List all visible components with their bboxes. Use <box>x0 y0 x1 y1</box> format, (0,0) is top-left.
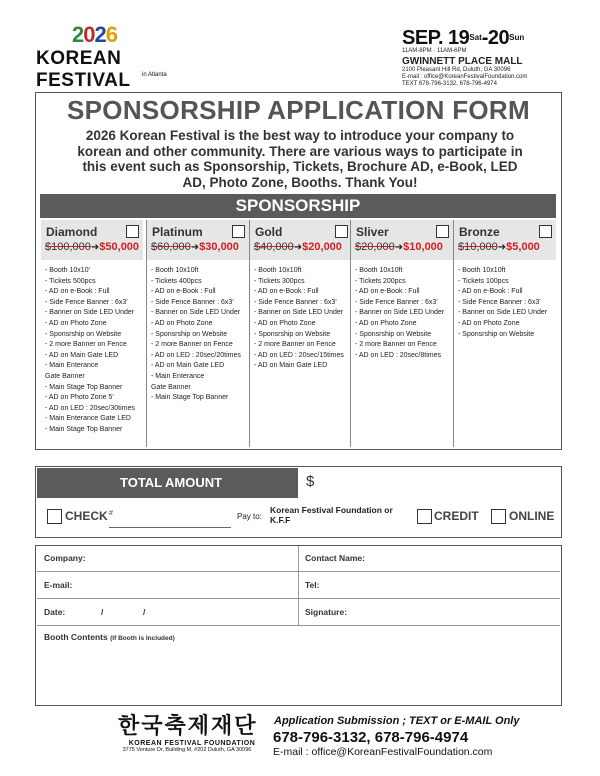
benefit-item: - AD on e-Book : Full <box>254 288 319 296</box>
tier-gold <box>250 220 352 447</box>
online-label: ONLINE <box>509 509 555 523</box>
logo-name: KOREAN FESTIVAL <box>36 48 131 91</box>
new-price: $20,000 <box>302 241 342 253</box>
event-times: 11AM-8PM · 11AM-6PM <box>402 48 467 54</box>
benefit-item: - AD on e-Book : Full <box>45 288 110 296</box>
logo-year: 2026 <box>72 22 117 47</box>
tier-benefits <box>151 266 241 404</box>
arrow-icon: ➜ <box>90 242 100 253</box>
benefit-item: - AD on LED : 20sec/20times <box>151 351 241 359</box>
benefit-item: - Tickets 500pcs <box>45 277 96 285</box>
credit-label: CREDIT <box>434 509 479 523</box>
benefit-item: - Sponsrship on Website <box>151 330 228 338</box>
company-field[interactable]: Company: <box>44 553 86 563</box>
tier-name: Bronze <box>459 225 500 239</box>
benefit-item: Gate Banner <box>151 383 191 391</box>
tier-checkbox[interactable] <box>335 225 348 238</box>
arrow-icon: ➜ <box>293 242 303 253</box>
benefit-item: - Sponsrship on Website <box>458 330 535 338</box>
benefit-item: - AD on Main Gate LED <box>45 351 119 359</box>
benefit-item: - Sponsrship on Website <box>355 330 432 338</box>
contact-email: E-mail : office@KoreanFestivalFoundation.com <box>273 746 493 758</box>
tier-name: Gold <box>255 225 283 239</box>
form-intro: 2026 Korean Festival is the best way to introduce your company to korean and other community. There are various ways to participate in this event such as Sponsorship, Tickets, Brochure AD, e-Book, LED AD, Photo Zone, Booths. Thank You! <box>77 128 523 190</box>
old-price: $10,000 <box>458 241 498 253</box>
benefit-item: - Booth 10x10ft <box>458 267 506 274</box>
benefit-item: - 2 more Banner on Fence <box>254 341 336 349</box>
tier-prices <box>355 241 443 253</box>
tier-benefits <box>355 266 444 361</box>
new-price: $30,000 <box>199 241 239 253</box>
benefit-item: - AD on Photo Zone <box>355 319 417 327</box>
date-field[interactable]: Date: <box>44 607 66 617</box>
tier-diamond <box>41 220 143 447</box>
tier-prices <box>151 241 239 253</box>
benefit-item: - AD on LED : 20sec/15times <box>254 351 344 359</box>
booth-contents-note: (If Booth is Included) <box>110 635 175 642</box>
date-separator: / <box>143 607 146 617</box>
event-info <box>402 28 562 88</box>
tier-checkbox[interactable] <box>126 225 139 238</box>
benefit-item: - AD on Photo Zone <box>254 319 316 327</box>
benefit-item: - Main Enterance <box>151 372 205 380</box>
booth-contents-label: Booth Contents <box>44 632 108 642</box>
tel-field[interactable]: Tel: <box>305 580 320 590</box>
booth-contents-field[interactable] <box>44 632 175 642</box>
tier-name: Sliver <box>356 225 389 239</box>
form-title: SPONSORSHIP APPLICATION FORM <box>67 95 530 125</box>
tier-benefits <box>458 266 547 340</box>
check-checkbox[interactable] <box>47 509 62 524</box>
tier-prices <box>254 241 342 253</box>
benefit-item: - AD on e-Book : Full <box>355 288 420 296</box>
benefit-item: - Tickets 100pcs <box>458 277 509 285</box>
check-number-field[interactable] <box>109 527 231 528</box>
old-price: $20,000 <box>355 241 395 253</box>
benefit-item: Gate Banner <box>45 372 85 380</box>
benefit-item: - Banner on Side LED Under <box>45 309 135 317</box>
check-number-label: # <box>109 510 113 517</box>
benefit-item: - Side Fence Banner : 6x3' <box>458 298 541 306</box>
tier-benefits <box>45 266 135 436</box>
benefit-item: - Tickets 200pcs <box>355 277 406 285</box>
logo-subtitle: in Atlanta <box>142 72 167 78</box>
submission-note: Application Submission ; TEXT or E-MAIL Only <box>274 715 520 727</box>
old-price: $100,000 <box>45 241 91 253</box>
event-dates: SEP. $19^{Sat}-20^{Sun}$ <box>402 27 525 49</box>
tier-bronze <box>454 220 556 447</box>
new-price: $50,000 <box>99 241 140 253</box>
pay-to-name: Korean Festival Foundation or K.F.F <box>270 505 393 525</box>
benefit-item: - Side Fence Banner : 6x3' <box>45 298 128 306</box>
tier-name: Diamond <box>46 225 98 239</box>
sponsorship-section-header: SPONSORSHIP <box>40 194 556 218</box>
check-label: CHECK <box>65 509 108 523</box>
event-email: E-mail : office@KoreanFestivalFoundation.com <box>402 74 528 80</box>
benefit-item: - AD on LED : 20sec/30times <box>45 404 135 412</box>
benefit-item: - Main Stage Top Banner <box>45 383 123 391</box>
benefit-item: - AD on e-Book : Full <box>458 288 523 296</box>
benefit-item: - AD on Main Gate LED <box>254 362 328 370</box>
benefit-item: - AD on Photo Zone 5' <box>45 394 114 402</box>
benefit-item: - Main Enterance <box>45 362 99 370</box>
benefit-item: - AD on Photo Zone <box>45 319 107 327</box>
benefit-item: - Main Stage Top Banner <box>151 394 229 402</box>
credit-checkbox[interactable] <box>417 509 432 524</box>
column-divider <box>298 546 299 626</box>
tier-checkbox[interactable] <box>539 225 552 238</box>
benefit-item: - Side Fence Banner : 6x3' <box>151 298 234 306</box>
old-price: $40,000 <box>254 241 294 253</box>
benefit-item: - AD on e-Book : Full <box>151 288 216 296</box>
tier-checkbox[interactable] <box>436 225 449 238</box>
arrow-icon: ➜ <box>190 242 200 253</box>
event-text-phones: TEXT 678-796-3132, 678-796-4974 <box>402 81 497 87</box>
benefit-item: - Banner on Side LED Under <box>355 309 445 317</box>
contact-phones: 678-796-3132, 678-796-4974 <box>273 729 469 746</box>
benefit-item: - Side Fence Banner : 6x3' <box>355 298 438 306</box>
tier-platinum <box>147 220 249 447</box>
festival-logo <box>30 22 180 91</box>
benefit-item: - AD on Photo Zone <box>458 319 520 327</box>
pay-to-label: Pay to: <box>237 512 262 521</box>
foundation-logo <box>118 715 258 739</box>
benefit-item: - Banner on Side LED Under <box>254 309 344 317</box>
benefit-item: - Tickets 400pcs <box>151 277 202 285</box>
event-venue: GWINNETT PLACE MALL <box>402 56 523 67</box>
benefit-item: - AD on LED : 20sec/8times <box>355 351 441 359</box>
tier-prices <box>458 241 540 253</box>
old-price: $60,000 <box>151 241 191 253</box>
event-address: 2100 Pleasant Hill Rd, Duluth, GA 30096 <box>402 67 511 73</box>
tier-prices <box>45 241 139 253</box>
total-amount-label: TOTAL AMOUNT <box>37 468 298 498</box>
arrow-icon: ➜ <box>394 242 404 253</box>
tier-benefits <box>254 266 344 372</box>
benefit-item: - 2 more Banner on Fence <box>355 341 437 349</box>
benefit-item: - Banner on Side LED Under <box>458 309 548 317</box>
tier-name: Platinum <box>152 225 203 239</box>
contact-name-field[interactable]: Contact Name: <box>305 553 365 563</box>
foundation-address: 3775 Venture Dr, Building M, #202 Duluth, GA 30096 <box>122 747 252 753</box>
tier-checkbox[interactable] <box>232 225 245 238</box>
benefit-item: - 2 more Banner on Fence <box>45 341 127 349</box>
signature-field[interactable]: Signature: <box>305 607 348 617</box>
benefit-item: - Booth 10x10ft <box>254 267 302 274</box>
benefit-item: - Booth 10x10ft <box>355 267 403 274</box>
benefit-item: - Main Enterance Gate LED <box>45 415 131 423</box>
benefit-item: - Tickets 300pcs <box>254 277 305 285</box>
benefit-item: - Sponsrship on Website <box>254 330 331 338</box>
tier-silver <box>351 220 453 447</box>
benefit-item: - Side Fence Banner : 6x3' <box>254 298 337 306</box>
benefit-item: - 2 more Banner on Fence <box>151 341 233 349</box>
benefit-item: - Booth 10x10' <box>45 267 90 274</box>
benefit-item: - AD on Main Gate LED <box>151 362 225 370</box>
benefit-item: - Banner on Side LED Under <box>151 309 241 317</box>
benefit-item: - Main Stage Top Banner <box>45 425 123 433</box>
total-amount-field[interactable]: $ <box>306 473 315 490</box>
benefit-item: - Booth 10x10ft <box>151 267 199 274</box>
foundation-name: KOREAN FESTIVAL FOUNDATION <box>128 740 256 747</box>
new-price: $10,000 <box>403 241 443 253</box>
benefit-item: - Sponsrship on Website <box>45 330 122 338</box>
email-field[interactable]: E-mail: <box>44 580 73 590</box>
online-checkbox[interactable] <box>491 509 506 524</box>
date-separator: / <box>101 607 104 617</box>
foundation-logo-hangul: 한국축제재단 <box>118 714 258 739</box>
benefit-item: - AD on Photo Zone <box>151 319 213 327</box>
arrow-icon: ➜ <box>497 242 507 253</box>
new-price: $5,000 <box>506 241 540 253</box>
